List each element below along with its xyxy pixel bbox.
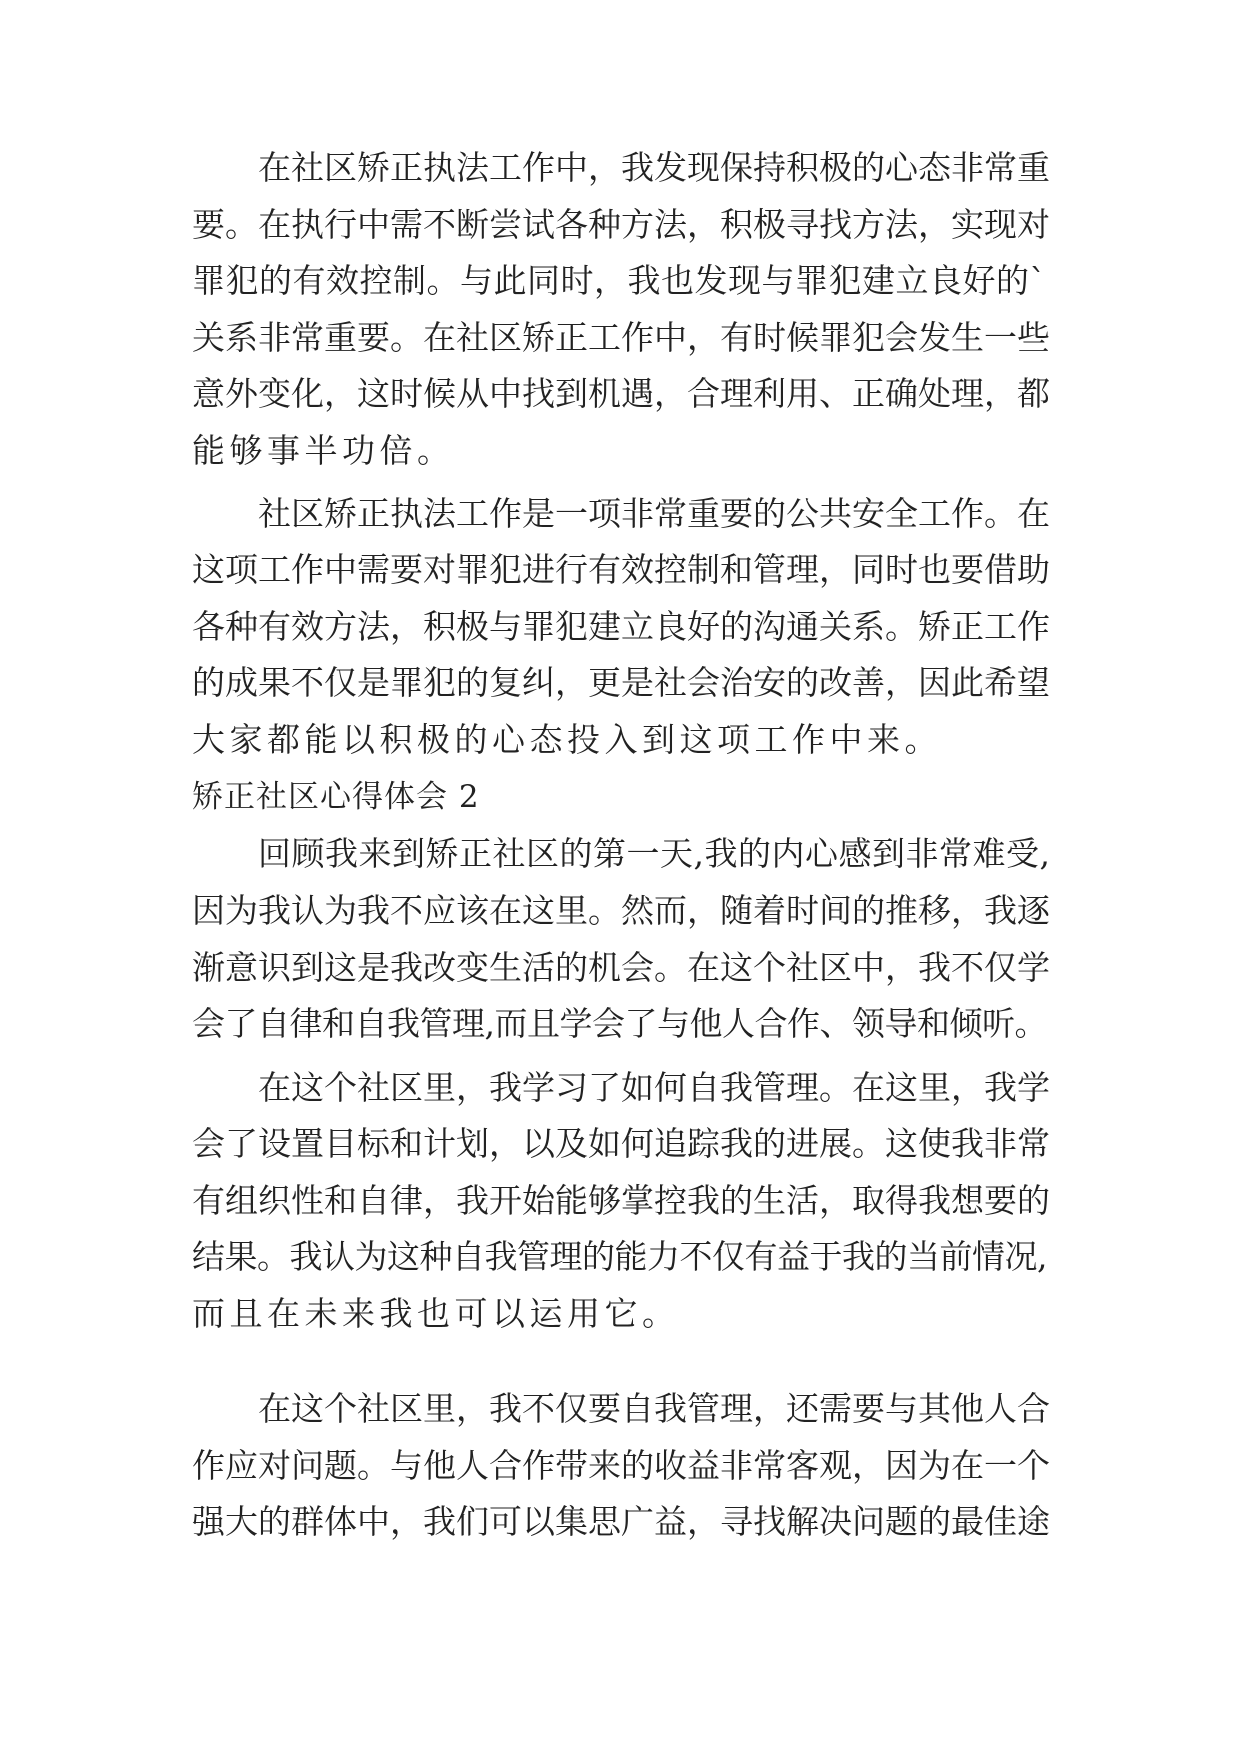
paragraph-line: 这项工作中需要对罪犯进行有效控制和管理，同时也要借助 bbox=[192, 550, 1050, 589]
paragraph-line: 关系非常重要。在社区矫正工作中，有时候罪犯会发生一些 bbox=[192, 318, 1050, 357]
paragraph-line: 而且在未来我也可以运用它。 bbox=[192, 1294, 680, 1333]
paragraph-line: 要。在执行中需不断尝试各种方法，积极寻找方法，实现对 bbox=[192, 205, 1050, 244]
paragraph-line: 在这个社区里，我学习了如何自我管理。在这里，我学 bbox=[258, 1068, 1050, 1107]
paragraph-line: 罪犯的有效控制。与此同时，我也发现与罪犯建立良好的` bbox=[192, 261, 1047, 300]
paragraph-line: 结果。我认为这种自我管理的能力不仅有益于我的当前情况, bbox=[192, 1237, 1047, 1276]
paragraph-line: 会了设置目标和计划，以及如何追踪我的进展。这使我非常 bbox=[192, 1124, 1050, 1163]
paragraph-line: 强大的群体中，我们可以集思广益，寻找解决问题的最佳途 bbox=[192, 1502, 1050, 1541]
paragraph-line: 因为我认为我不应该在这里。然而，随着时间的推移，我逐 bbox=[192, 891, 1050, 930]
paragraph-line: 会了自律和自我管理,而且学会了与他人合作、领导和倾听。 bbox=[192, 1004, 1047, 1043]
section-heading: 矫正社区心得体会 2 bbox=[192, 779, 480, 815]
paragraph-line: 大家都能以积极的心态投入到这项工作中来。 bbox=[192, 720, 942, 759]
paragraph-line: 作应对问题。与他人合作带来的收益非常客观，因为在一个 bbox=[192, 1446, 1050, 1485]
paragraph-line: 社区矫正执法工作是一项非常重要的公共安全工作。在 bbox=[258, 494, 1050, 533]
paragraph-line: 回顾我来到矫正社区的第一天,我的内心感到非常难受, bbox=[258, 834, 1051, 873]
paragraph-line: 在社区矫正执法工作中，我发现保持积极的心态非常重 bbox=[258, 148, 1050, 187]
paragraph-line: 能够事半功倍。 bbox=[192, 431, 455, 470]
paragraph-line: 渐意识到这是我改变生活的机会。在这个社区中，我不仅学 bbox=[192, 948, 1050, 987]
paragraph-line: 有组织性和自律，我开始能够掌控我的生活，取得我想要的 bbox=[192, 1181, 1050, 1220]
paragraph-line: 在这个社区里，我不仅要自我管理，还需要与其他人合 bbox=[258, 1389, 1050, 1428]
paragraph-line: 意外变化，这时候从中找到机遇，合理利用、正确处理，都 bbox=[192, 374, 1050, 413]
paragraph-line: 各种有效方法，积极与罪犯建立良好的沟通关系。矫正工作 bbox=[192, 607, 1050, 646]
paragraph-line: 的成果不仅是罪犯的复纠，更是社会治安的改善，因此希望 bbox=[192, 663, 1050, 702]
